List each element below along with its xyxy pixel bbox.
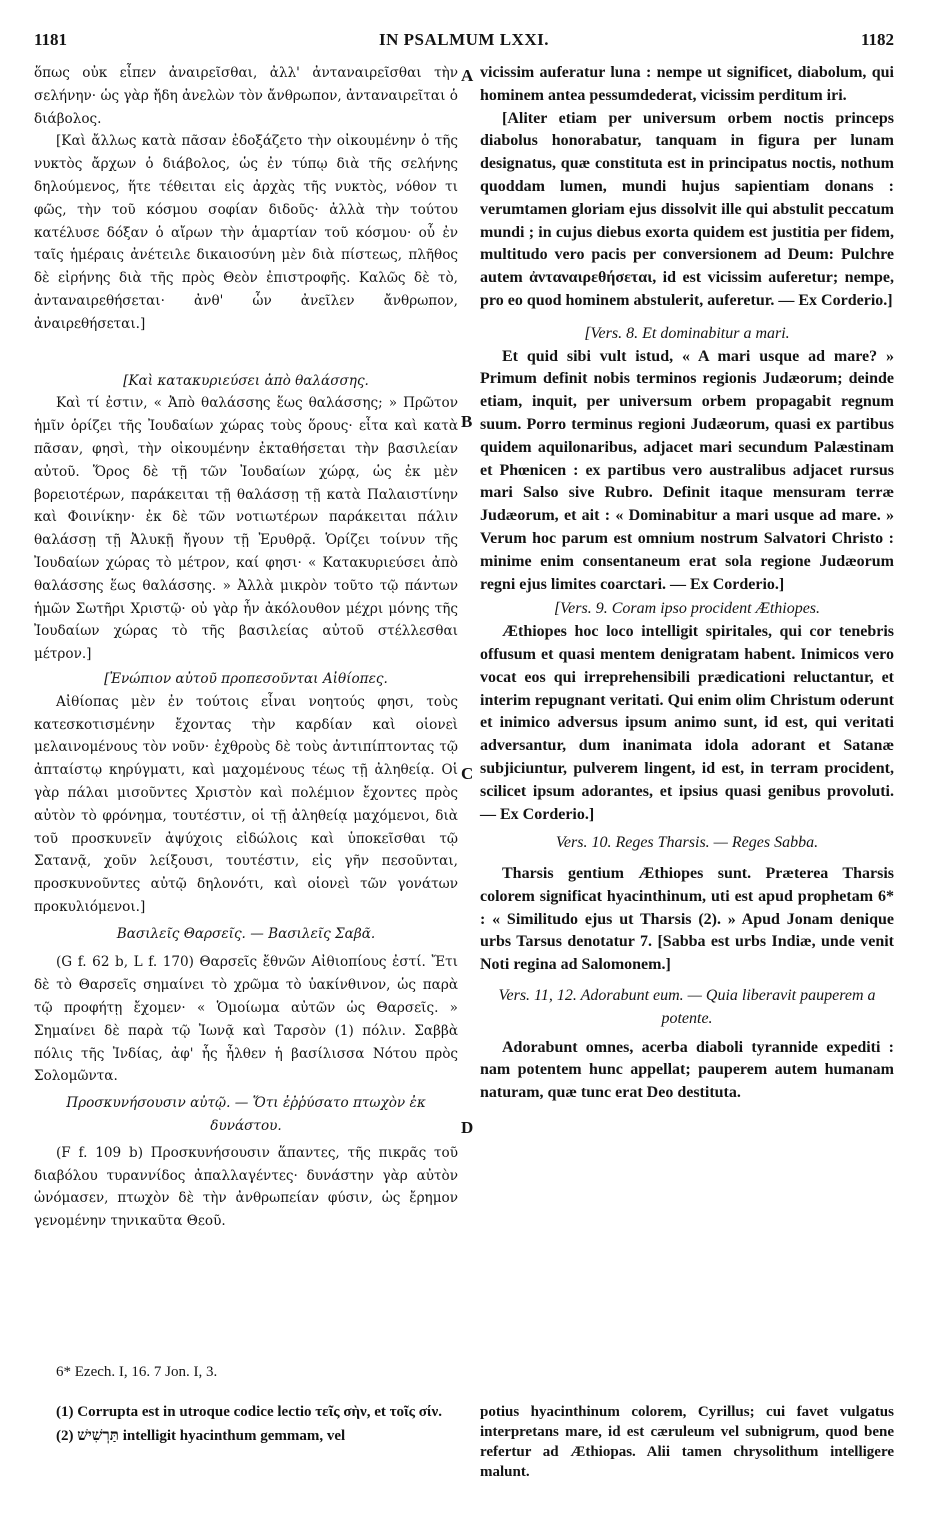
- margin-letter-b: B: [461, 412, 473, 431]
- margin-letter-d: D: [461, 1118, 474, 1137]
- latin-paragraph: [Aliter etiam per universum orbem noctis princeps diabolus honorabatur, tanquam in figura per lunam designatus, quæ constituta est in principatus noctis, nothum quoddam lumen, mundi hujus sapientiam donans : verumtamen gloriam ejus dissolvit ille qui abstulit peccatum mundi ; in cujus diebus exorta quidem est justitia per fidem, multitudo vero pacis per conversionem ad Deum: Pulchre autem ἀνταναιρεθήσεται, id est vicissim auferetur; nempe, pro eo quod hominem abstulerit, auferetur. — Ex Corderio.]: [480, 109, 894, 309]
- footnote-continuation: potius hyacinthinum colorem, Cyrillus; cui favet vulgatus interpretans mare, id est cæruleum vel subnigrum, quod bene refertur ad Æthiopas. Alii tamen chrysolithum intelligere malunt.: [480, 1404, 894, 1480]
- greek-paragraph: (F f. 109 b) Προσκυνήσουσιν ἅπαντες, τῆς πικρᾶς τοῦ διαβόλου τυραννίδος ἀπαλλαγέντες· δυνάστην γὰρ αὐτὸν ὠνόμασεν, πτωχὸν δὲ τὴν ἀνθρωπείαν φύσιν, ὡς ἔρημον γενομένην τηνικαῦτα Θεοῦ.: [34, 1144, 458, 1230]
- latin-paragraph: Æthiopes hoc loco intelligit spiritales, qui cor tenebris offusum et quasi mentem denigratam habent. Inimicos vero vocat eos qui irreprehensibili prædicationi reluctantur, et interim repugnant veritati. Qui enim olim Christum oderunt et inimico adversus ipsum animo sunt, id est, qui veritati adversantur, dum inanimata idola adorant et Satanæ subjiciuntur, pulverem lingent, id est, in terram procident, scilicet ipsum adorantes, et ipsius quasi genibus provoluti. — Ex Corderio.]: [480, 623, 894, 823]
- latin-heading: [Vers. 8. Et dominabitur a mari.: [584, 324, 790, 342]
- latin-heading: Vers. 10. Reges Tharsis. — Reges Sabba.: [555, 834, 819, 852]
- greek-paragraph: Αἰθίοπας μὲν ἐν τούτοις εἶναι νοητούς φησι, τοὺς κατεσκοτισμένην ἔχοντας τὴν καρδίαν καὶ οἱονεὶ μελαινομένους τὸν νοῦν· ἐχθροὺς δὲ τοὺς ἀντιπίπτοντας τῷ ἀπταίστῳ κηρύγματι, καὶ μαχομένους τέως τῇ ἀληθείᾳ. Οἱ γὰρ πάλαι μισοῦντες Χριστὸν καὶ πολέμιον ἔχοντες πρὸς αὐτὸν τὸ φρόνημα, τουτέστιν, οἱ τῇ ἀληθείᾳ μαχόμενοι, διὰ τοῦ προσκυνεῖν ἀψύχοις εἰδώλοις καὶ ὑποκεῖσθαι τῷ Σατανᾷ, χοῦν λείξουσι, τουτέστιν, εἰς γῆν πεσοῦνται, προσκυνοῦντες αὐτῷ δηλονότι, καὶ οἱονεὶ τῶν γονάτων προκυλιόμενοι.]: [34, 693, 458, 915]
- greek-heading: [Καὶ κατακυριεύσει ἀπὸ θαλάσσης.: [123, 372, 369, 389]
- greek-paragraph: [Καὶ ἄλλως κατὰ πᾶσαν ἐδοξάζετο τὴν οἰκουμένην ὁ τῆς νυκτὸς ἄρχων ὁ διάβολος, ὡς ἐν τύπῳ διὰ τῆς σελήνης δηλούμενος, ἥτε τέθειται εἰς ἀρχὰς τῆς νυκτὸς, νόθον τι φῶς, τὴν τοῦ κόσμου σοφίαν διδοῦς· ἀλλὰ τὴν τούτου κατέλυσε δόξαν ὁ αἴρων τὴν ἁμαρτίαν τοῦ κόσμου· οὗ ἐν ταῖς ἡμέραις ἀνέτειλε δικαιοσύνη μὲν διὰ πίστεως, πλῆθος δὲ εἰρήνης διὰ τῆς πρὸς Θεὸν ἐπιστροφῆς. Καλῶς δὲ τὸ, ἀνταναιρεθήσεται· ἀνθ' ὧν ἀνεῖλεν ἄνθρωπον, ἀναιρεθήσεται.]: [34, 133, 458, 332]
- latin-paragraph: Tharsis gentium Æthiopes sunt. Præterea Tharsis colorem significat hyacinthinum, uti est apud prophetam 6* : « Similitudo ejus ut Tharsis (2). » Apud Jonam denique urbs Tarsus denotatur 7. [Sabba est urbs Indiæ, unde venit Noti regina ad Salomonem.]: [480, 865, 894, 974]
- greek-paragraph: (G f. 62 b, L f. 170) Θαρσεῖς ἔθνῶν Αἰθιοπίους ἐστί. Ἔτι δὲ τὸ Θαρσεῖς σημαίνει τὸ χρῶμα τὸ ὑακίνθινον, ὡς παρὰ τῷ προφήτῃ ἔχομεν· « Ὁμοίωμα αὐτῶν ὡς Θαρσεῖς. » Σημαίνει δὲ παρὰ τῷ Ἰωνᾷ καὶ Ταρσὸν (1) πόλιν. Σαββὰ πόλις τῆς Ἰνδίας, ἀφ' ἧς ἦλθεν ἡ βασίλισσα Νότου πρὸς Σολομῶντα.: [34, 954, 458, 1085]
- latin-column: [480, 62, 894, 1105]
- footnote: (2) תַּרְשִׁישׁ intelligit hyacinthum gemmam, vel: [56, 1428, 346, 1444]
- margin-letter-a: A: [461, 66, 474, 85]
- footnotes-right: [480, 1402, 894, 1482]
- greek-heading: Προσκυνήσουσιν αὐτῷ. — Ὅτι ἐῤῥύσατο πτωχὸν ἐκ δυνάστου.: [66, 1095, 426, 1135]
- footnote: (1) Corrupta est in utroque codice lectio τεῖς σὴν, et τοῖς σίν.: [56, 1404, 443, 1420]
- greek-column: [34, 62, 458, 1233]
- margin-letter-c: C: [461, 764, 474, 783]
- footnotes-left: [56, 1402, 458, 1446]
- scripture-references: [56, 1362, 456, 1382]
- greek-heading: [Ἐνώπιον αὐτοῦ προπεσοῦνται Αἰθίοπες.: [104, 670, 388, 687]
- greek-paragraph: ὅπως οὐκ εἶπεν ἀναιρεῖσθαι, ἀλλ' ἀνταναιρεῖσθαι τὴν σελήνην· ὡς γὰρ ἤδη ἀνελὼν τὸν ἄνθρωπον, ἀνταναιρεῖται ὁ διάβολος.: [34, 65, 458, 127]
- latin-paragraph: Et quid sibi vult istud, « A mari usque ad mare? » Primum definit nobis terminos regionis Judæorum; deinde etiam, inquit, per universum orbem propagabit regnum suum. Porro terminus regioni Judæorum, quasi ex partibus quidem aquilonaribus, adjacet mari secundum Palæstinam et Phœnicen : ex partibus vero australibus adjacet rursus mari Salso sive Rubro. Definit itaque mensuram terræ Judæorum, et ait : « Dominabitur a mari usque ad mare. » Verum hoc parum est omnium nostrum Salvatori Christo : minime enim consentaneum erat sola regione Judæorum regni ejus limites coarctari. — Ex Corderio.]: [480, 347, 894, 593]
- latin-paragraph: Adorabunt omnes, acerba diaboli tyrannide expediti : nam potentem hunc appellat; pauperem autem humanam naturam, quæ tunc erat Deo destituta.: [480, 1038, 894, 1102]
- page-number-right: 1182: [860, 30, 894, 49]
- greek-paragraph: Καὶ τί ἐστιν, « Ἀπὸ θαλάσσης ἕως θαλάσσης; » Πρῶτον ἡμῖν ὁρίζει τῆς Ἰουδαίων χώρας τοὺς ὅρους· εἶτα καὶ κατὰ πᾶσαν, φησὶ, τὴν οἰκουμένην ἐκταθήσεται τὴν βασιλείαν αὐτοῦ. Ὅρος δὲ τῇ τῶν Ἰουδαίων χώρᾳ, ὡς ἐκ μὲν βορειοτέρων, παράκειται τῇ θαλάσσῃ τῇ κατὰ Παλαιστίνην καὶ Φοινίκην· ἐκ δὲ τῶν νοτιωτέρων παράκειται πάλιν θαλάσσῃ τῇ Ἀλυκῇ ἤγουν τῇ Ἐρυθρᾷ. Ὁρίζει τοίνυν τῆς Ἰουδαίων χώρας τὸ μέτρον, καί φησι· « Κατακυριεύσει ἀπὸ θαλάσσης ἕως θαλάσσης. » Ἀλλὰ μικρὸν τοῦτο τῷ πάντων ἡμῶν Σωτῆρι Χριστῷ· οὐ γὰρ ἦν ἀκόλουθον μέχρι μόνης τῆς Ἰουδαίων χώρας τὸ τῆς βασιλείας αὐτοῦ στέλλεσθαι μέτρον.]: [34, 395, 458, 663]
- greek-heading: Βασιλεῖς Θαρσεῖς. — Βασιλεῖς Σαβᾶ.: [116, 925, 376, 942]
- reference-note: 6* Ezech. I, 16. 7 Jon. I, 3.: [56, 1364, 218, 1380]
- running-title: IN PSALMUM LXXI.: [379, 30, 549, 49]
- latin-paragraph: vicissim auferatur luna : nempe ut significet, diabolum, qui hominem antea pessumdederat, vicissim perditum iri.: [480, 64, 894, 104]
- latin-heading: [Vers. 9. Coram ipso procident Æthiopes.: [553, 600, 821, 618]
- latin-heading: Vers. 11, 12. Adorabunt eum. — Quia liberavit pauperem a potente.: [498, 987, 876, 1027]
- page-number-left: 1181: [34, 30, 68, 49]
- page-header: [34, 30, 894, 58]
